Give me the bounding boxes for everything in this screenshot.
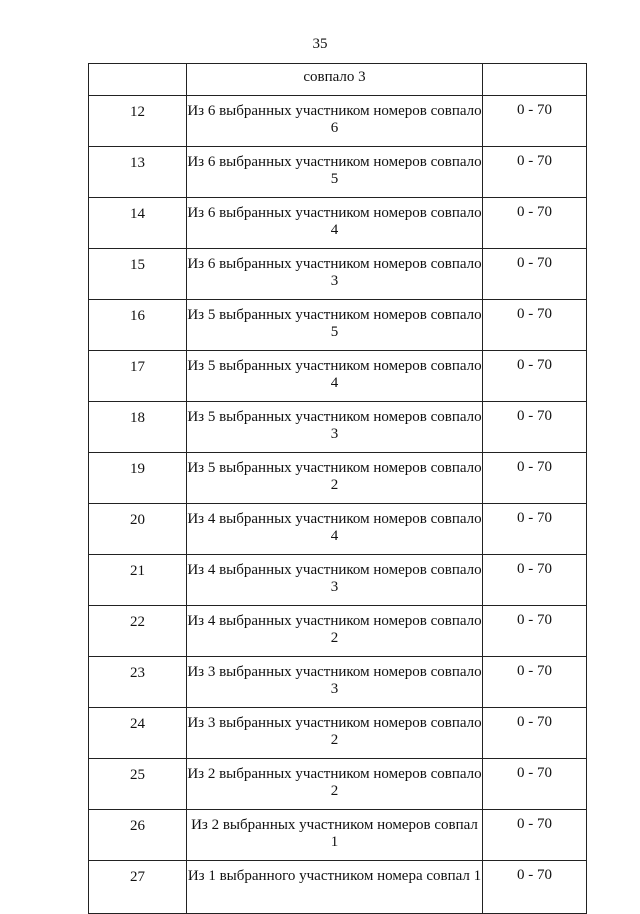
row-value-cell: 0 - 70 (483, 708, 587, 759)
row-description-cell: Из 4 выбранных участником номеров совпало 3 (187, 555, 483, 606)
row-description-cell: Из 4 выбранных участником номеров совпало 2 (187, 606, 483, 657)
table-row-continued (89, 64, 587, 96)
row-value-cell: 0 - 70 (483, 351, 587, 402)
table-row (89, 504, 587, 555)
row-value-cell: 0 - 70 (483, 96, 587, 147)
table-row (89, 555, 587, 606)
row-description-cell: Из 6 выбранных участником номеров совпало 5 (187, 147, 483, 198)
table-body (89, 64, 587, 914)
row-number-cell: 13 (89, 147, 187, 198)
row-description-cell: Из 5 выбранных участником номеров совпало 5 (187, 300, 483, 351)
row-description-cell: совпало 3 (187, 64, 483, 96)
row-number-cell: 21 (89, 555, 187, 606)
row-value-cell: 0 - 70 (483, 606, 587, 657)
row-value-cell: 0 - 70 (483, 402, 587, 453)
row-value-cell: 0 - 70 (483, 555, 587, 606)
row-value-cell: 0 - 70 (483, 759, 587, 810)
row-number-cell: 25 (89, 759, 187, 810)
row-number-cell: 12 (89, 96, 187, 147)
row-description-cell: Из 5 выбранных участником номеров совпало 2 (187, 453, 483, 504)
row-description-cell: Из 1 выбранного участником номера совпал 1 (187, 861, 483, 914)
table-row (89, 861, 587, 914)
row-value-cell: 0 - 70 (483, 810, 587, 861)
table-row (89, 453, 587, 504)
row-value-cell (483, 64, 587, 96)
row-description-cell: Из 3 выбранных участником номеров совпало 2 (187, 708, 483, 759)
row-value-cell: 0 - 70 (483, 504, 587, 555)
row-description-cell: Из 4 выбранных участником номеров совпало 4 (187, 504, 483, 555)
table-row (89, 147, 587, 198)
row-number-cell: 22 (89, 606, 187, 657)
row-value-cell: 0 - 70 (483, 453, 587, 504)
row-number-cell: 17 (89, 351, 187, 402)
row-number-cell: 27 (89, 861, 187, 914)
row-description-cell: Из 2 выбранных участником номеров совпало 2 (187, 759, 483, 810)
row-description-cell: Из 5 выбранных участником номеров совпало 3 (187, 402, 483, 453)
row-number-cell: 19 (89, 453, 187, 504)
row-number-cell (89, 64, 187, 96)
row-number-cell: 20 (89, 504, 187, 555)
row-value-cell: 0 - 70 (483, 147, 587, 198)
row-number-cell: 15 (89, 249, 187, 300)
table-row (89, 606, 587, 657)
table-row (89, 657, 587, 708)
table-row (89, 249, 587, 300)
table-row (89, 198, 587, 249)
row-description-cell: Из 3 выбранных участником номеров совпало 3 (187, 657, 483, 708)
row-value-cell: 0 - 70 (483, 657, 587, 708)
row-description-cell: Из 6 выбранных участником номеров совпало 4 (187, 198, 483, 249)
row-number-cell: 24 (89, 708, 187, 759)
row-description-cell: Из 5 выбранных участником номеров совпало 4 (187, 351, 483, 402)
table-row (89, 402, 587, 453)
table-row (89, 708, 587, 759)
table-row (89, 810, 587, 861)
row-description-cell: Из 6 выбранных участником номеров совпало 6 (187, 96, 483, 147)
row-value-cell: 0 - 70 (483, 300, 587, 351)
page-number: 35 (312, 36, 328, 52)
row-description-cell: Из 2 выбранных участником номеров совпал 1 (187, 810, 483, 861)
prize-table (88, 63, 587, 914)
row-number-cell: 16 (89, 300, 187, 351)
row-description-cell: Из 6 выбранных участником номеров совпало 3 (187, 249, 483, 300)
row-value-cell: 0 - 70 (483, 249, 587, 300)
table-row (89, 96, 587, 147)
row-value-cell: 0 - 70 (483, 198, 587, 249)
row-value-cell: 0 - 70 (483, 861, 587, 914)
row-number-cell: 18 (89, 402, 187, 453)
row-number-cell: 23 (89, 657, 187, 708)
row-number-cell: 26 (89, 810, 187, 861)
table-row (89, 300, 587, 351)
table-row (89, 351, 587, 402)
table-row (89, 759, 587, 810)
row-number-cell: 14 (89, 198, 187, 249)
